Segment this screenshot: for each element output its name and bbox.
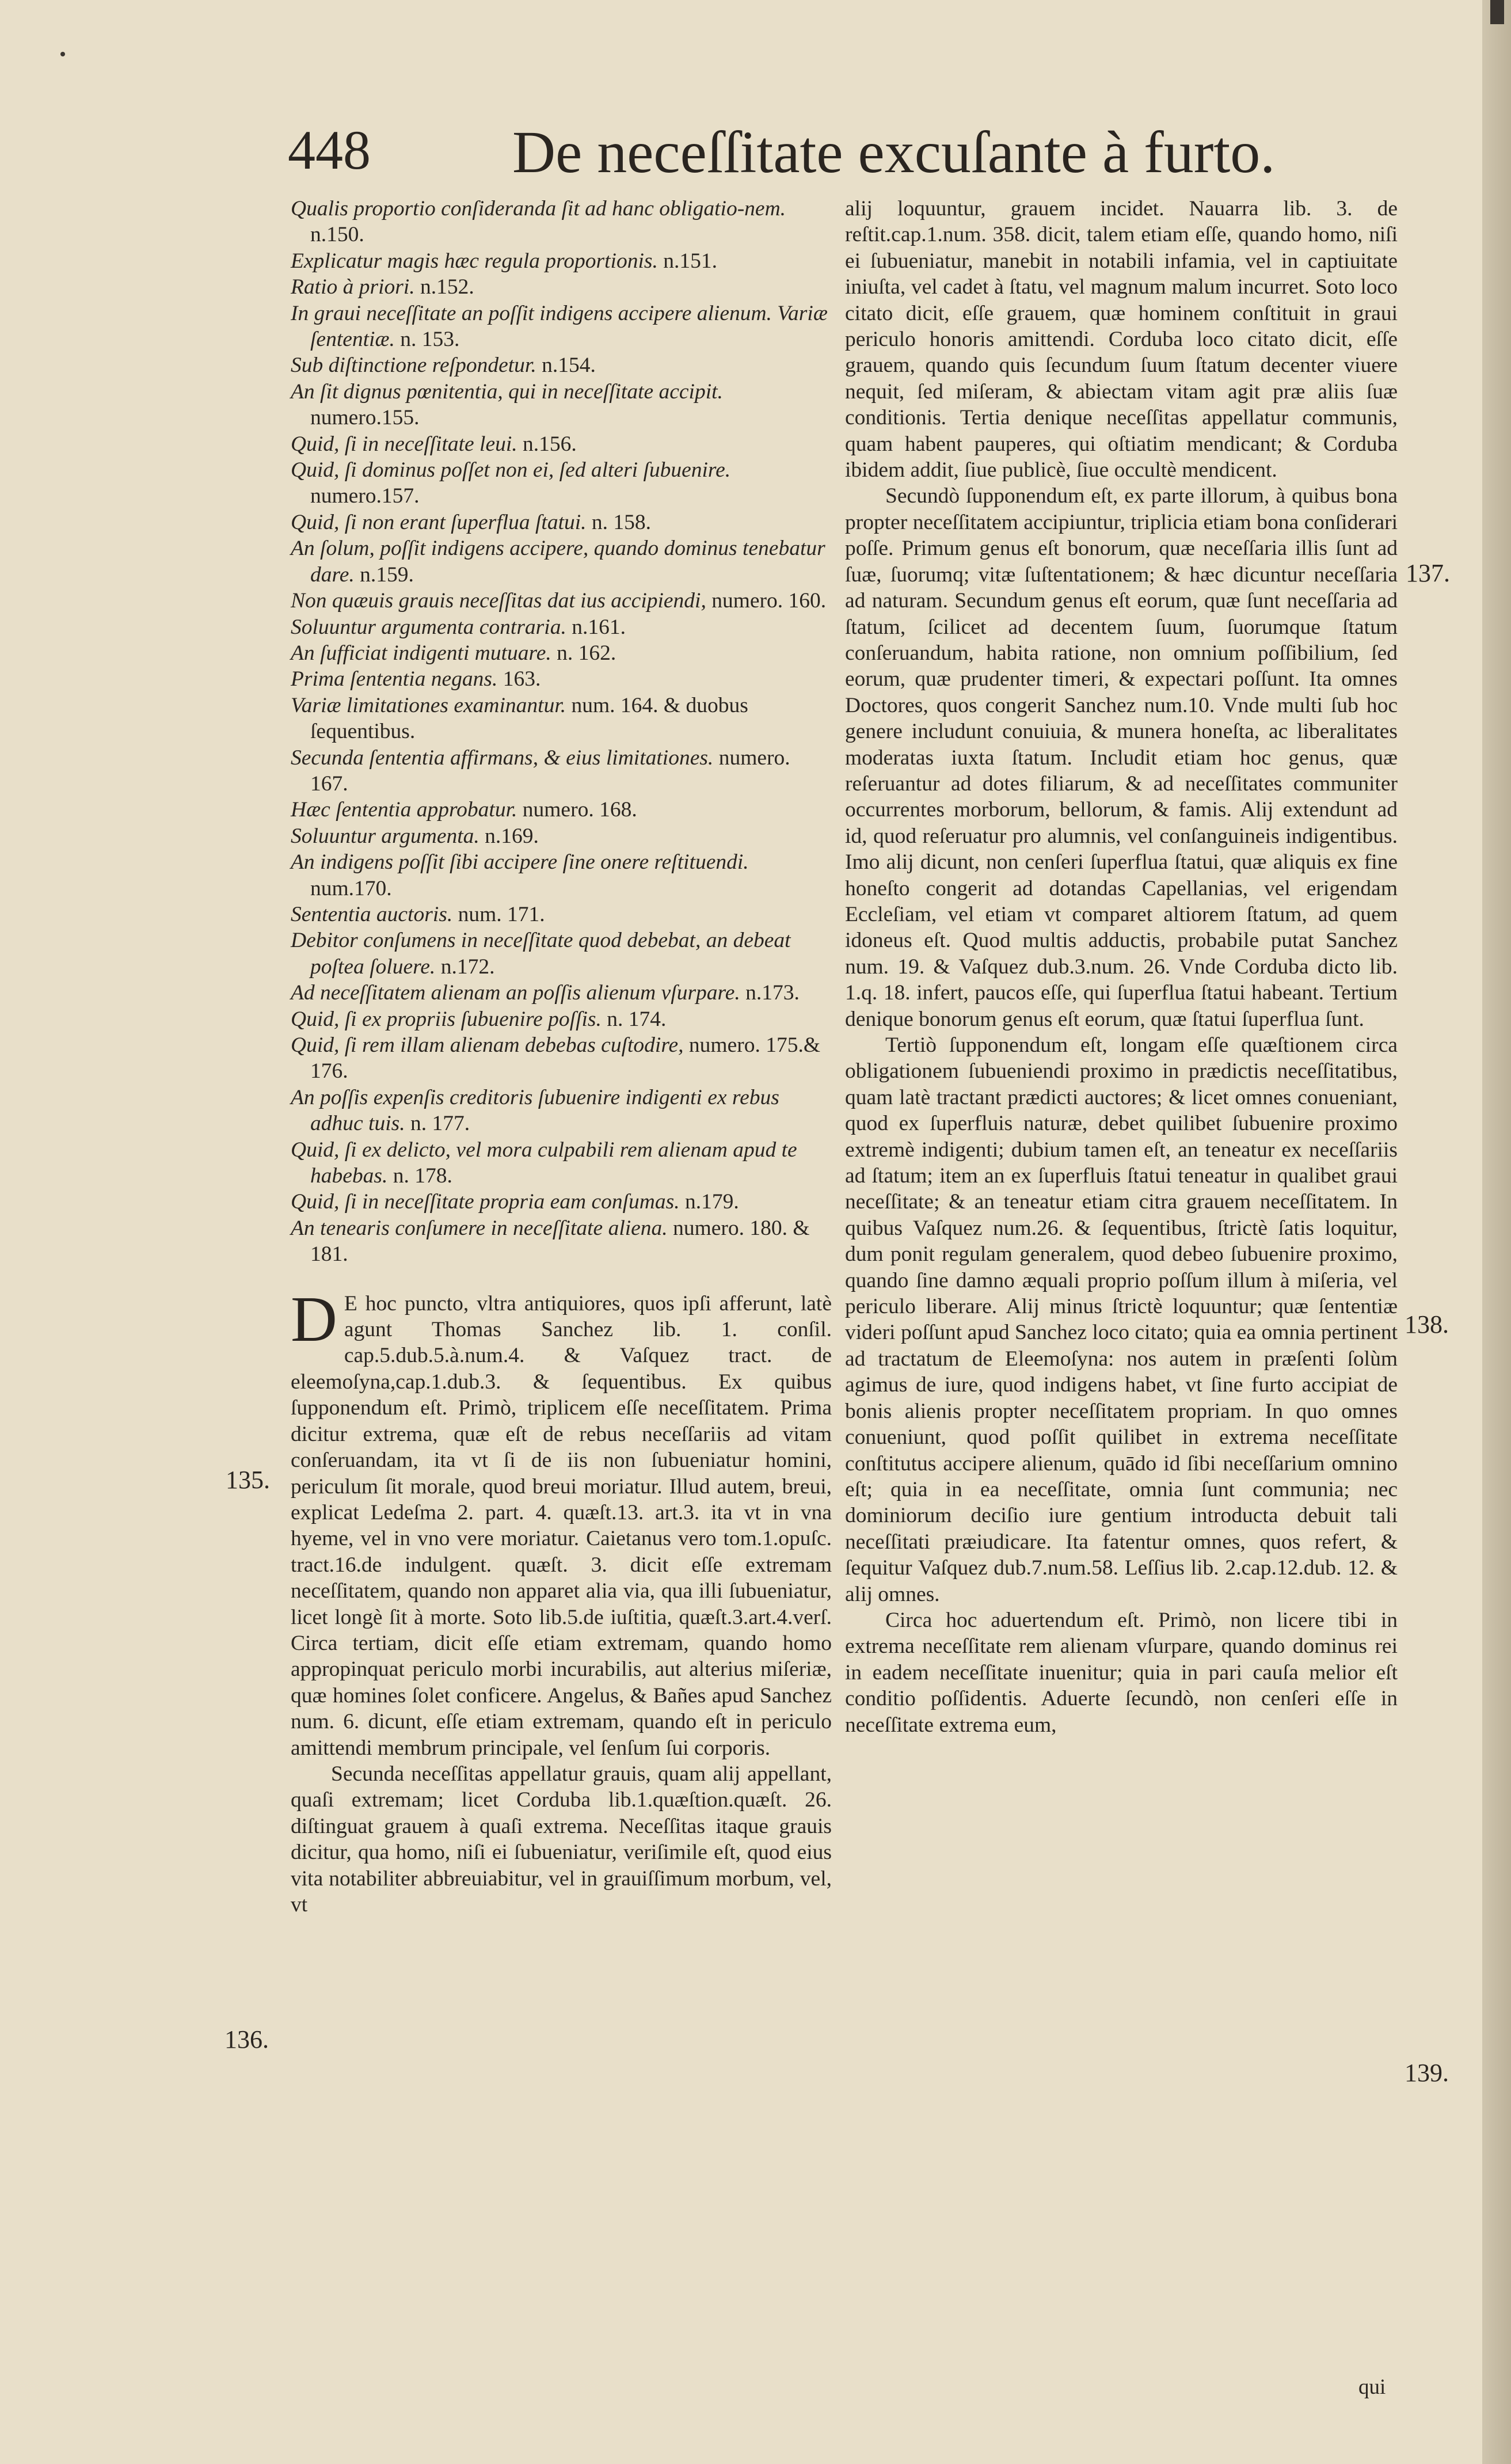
index-entry-text: Qualis proportio conſideranda ſit ad hanc obligatio-nem. [291,197,786,220]
index-entry-text: Ad neceſſitatem alienam an poſſis alienum vſurpare. [291,981,740,1005]
index-entry-ref: n.156. [523,432,577,456]
index-entry [291,902,832,927]
index-entry [291,379,832,431]
index-entry-text: An ſolum, poſſit indigens accipere, quando dominus tenebatur dare. [291,537,825,587]
paragraph-135: D E hoc puncto, vltra antiquiores, quos ipſi afferunt, latè agunt Thomas Sanchez lib. 1. conſil. cap.5.dub.5.à.num.4. & Vaſquez tract. de eleemoſyna,cap.1.dub.3. & ſequentibus. Ex quibus ſupponendum eſt. Primò, triplicem eſſe neceſſitatem. Prima dicitur extrema, quæ eſt de rebus neceſſariis ad vitam conſeruandam, ita vt ſi de iis non ſubueniatur homini, periculum ſit morale, quod breui moriatur. Illud autem, breui, explicat Ledeſma 2. part. 4. quæſt.13. art.3. ita vt in vna hyeme, vel in vno vere moriatur. Caietanus vero tom.1.opuſc. tract.16.de indulgent. quæſt. 3. dicit eſſe extremam neceſſitatem, quando non apparet alia via, qua illi ſubueniatur, licet longè ſit à morte. Soto lib.5.de iuſtitia, quæſt.3.art.4.verſ. Circa tertiam, dicit eſſe etiam extremam, quando homo appropinquat periculo morbi incurabilis, aut alterius miſeriæ, quæ homines ſolet conficere. Angelus, & Bañes apud Sanchez num. 6. dicunt, eſſe etiam extremam, quando eſt in periculo amittendi membrum principale, vel ſenſum ſui corporis. [291,1283,832,1760]
index-entry [291,1006,832,1032]
page-header [288,118,1324,193]
index-entry-ref: n.172. [440,955,495,979]
edge-mark [1490,0,1504,24]
index-entry [291,614,832,640]
index-entry [291,640,832,666]
running-title: De neceſſitate excuſante à furto. [512,119,1276,185]
index-entry-ref: n.179. [684,1190,739,1214]
index-entry-text: Quid, ſi non erant ſuperflua ſtatui. [291,510,587,534]
margin-number-137: 137. [1406,559,1450,587]
index-entry [291,352,832,378]
index-entry-text: Debitor conſumens in neceſſitate quod debebat, an debeat poſtea ſoluere. [291,929,791,979]
index-entry-ref: n. 177. [410,1112,470,1136]
index-entry-text: An indigens poſſit ſibi accipere ſine onere reſtituendi. [291,850,749,874]
index-entry [291,509,832,535]
index-entry-text: Quid, ſi ex propriis ſubuenire poſſis. [291,1007,602,1031]
index-entry [291,301,832,353]
index-entry-ref: n. 174. [607,1007,667,1031]
index-entry [291,588,832,614]
index-entry-text: Quid, ſi dominus poſſet non ei, ſed alteri ſubuenire. [291,458,731,482]
index-entry-ref: n.154. [542,353,596,378]
paragraph-138: Tertiò ſupponendum eſt, longam eſſe quæſtionem circa obligationem ſubueniendi proximo in prædictis neceſſitatibus, quam latè tractant prædicti auctores; & licet omnes conueniant, quod ex ſuperfluis naturæ, debet quilibet ſubuenire proximo extremè indigenti; dubium tamen eſt, an teneatur ex neceſſariis ad ſtatum; item an ex ſuperfluis ſtatui teneatur in qualibet graui neceſſitate; & an teneatur etiam citra grauem neceſſitatem. In quibus Vaſquez num.26. & ſequentibus, ſtrictè ſatis loquitur, dum ponit regulam generalem, quod debeo ſubuenire proximo, quando ſine damno æquali proprio poſſum illum à miſeria, vel periculo liberare. Alij minus ſtrictè loquuntur; quæ ſententiæ videri poſſunt apud Sanchez loco citato; quia ea omnia pertinent ad tractatum de Eleemoſyna: nos autem in præſenti ſolùm agimus de iure, quod indigens habet, vt ſine furto accipiat de bonis alienis propter neceſſitatem propriam. In quo omnes conueniunt, quod poſſit quilibet in extrema neceſſitate conſtitutus accipere alienum, quādo id ſibi neceſſarium omnino eſt; quia in ea neceſſitate, omnia ſunt communia; nec dominiorum deciſio iure gentium introducta debuit tali neceſſitati præiudicare. Ita fatentur omnes, quos refert, & ſequitur Vaſquez dub.7.num.58. Leſſius lib. 2.cap.12.dub. 12. & alij omnes. [845,1033,1398,1606]
index-entry [291,797,832,823]
margin-number-138: 138. [1405,1310,1449,1339]
index-entry-ref: n.161. [572,615,626,639]
index-entry-ref: n. 153. [400,328,460,352]
index-entry-text: Quid, ſi rem illam alienam debebas cuſtodire, [291,1033,684,1057]
index-entry-text: Quid, ſi in neceſſitate propria eam conſumas. [291,1190,680,1214]
index-entry-text: Ratio à priori. [291,275,415,299]
paragraph-139: Circa hoc aduertendum eſt. Primò, non licere tibi in extrema neceſſitate rem alienam vſurpare, quando dominus rei in eadem neceſſitate inuenitur; quia in pari cauſa melior eſt conditio poſſidentis. Aduerte ſecundò, non cenſeri eſſe in neceſſitate extrema eum, [845,1608,1398,1737]
index-entry-text: Sub diſtinctione reſpondetur. [291,353,536,378]
index-entry-ref: numero.157. [310,484,420,508]
index-entry [291,823,832,849]
paragraph-continued: alij loquuntur, grauem incidet. Nauarra lib. 3. de reſtit.cap.1.num. 358. dicit, talem etiam eſſe, quando homo, niſi ei ſubueniatur, manebit in notabili infamia, vel in captiuitate iniuſta, vel cadet à ſtatu, vel magnum malum incurret. Soto loco citato dicit, eſſe grauem, quæ hominem conſtituit in graui periculo honoris amittendi. Corduba loco citato dicit, eſſe grauem, quando quis ſecundum ſuum ſtatum decenter viuere nequit, ſed miſeram, & abiectam vitam agit præ aliis ſuæ conditionis. Tertia denique neceſſitas appellatur communis, quam habent pauperes, qui oſtiatim mendicant; & Corduba ibidem addit, ſiue publicè, ſiue occultè mendicent. [845,197,1398,482]
index-entry [291,1032,832,1085]
index-entry-ref: n. 178. [393,1164,452,1188]
index-entry [291,248,832,274]
index-entry-ref: n.152. [420,275,474,299]
index-entry-ref: n.159. [360,562,414,587]
index-entry [291,980,832,1006]
index-entry-text: An tenearis conſumere in neceſſitate aliena. [291,1216,668,1240]
drop-cap: D [291,1283,337,1355]
index-entry [291,849,832,902]
index-entry [291,535,832,588]
index-entry-ref: numero. 160. [711,589,827,613]
index-entry [291,431,832,457]
index-entry-text: An ſufficiat indigenti mutuare. [291,641,551,665]
index-entry-ref: n.151. [663,249,717,273]
index-entry-text: Hæc ſententia approbatur. [291,798,517,822]
index-entry [291,274,832,300]
index-entry-text: An ſit dignus pœnitentia, qui in neceſſitate accipit. [291,379,723,404]
index-entry-ref: num.170. [310,876,392,900]
index-entry-text: Soluuntur argumenta contraria. [291,615,566,639]
index-entry-text: Secunda ſententia affirmans, & eius limitationes. [291,746,714,770]
index-entry-text: In graui neceſſitate an poſſit indigens accipere alienum. Variæ ſententiæ. [291,301,828,352]
ink-spot [60,52,65,56]
index-entry [291,1189,832,1215]
index-entry-ref: n.169. [485,824,539,848]
index-entry-text: Non quæuis grauis neceſſitas dat ius accipiendi, [291,589,706,613]
index-entry-text: Quid, ſi ex delicto, vel mora culpabili rem alienam apud te habebas. [291,1138,797,1188]
left-column [291,196,832,1918]
index-entry-ref: 163. [503,667,541,691]
index-entry-text: Quid, ſi in neceſſitate leui. [291,432,517,456]
index-entry [291,666,832,692]
page-edge [1482,0,1511,2464]
index-entry-ref: num. 164. & duobus ſequentibus. [310,693,748,744]
index-entry [291,1137,832,1189]
index-entry [291,1085,832,1137]
margin-number-135: 135. [226,1466,270,1494]
index-entry-ref: numero. 175.& 176. [310,1033,821,1083]
margin-number-136: 136. [224,2025,269,2054]
page-number: 448 [288,119,371,181]
index-entry [291,745,832,797]
index-entry-ref: numero. 167. [310,746,790,796]
index-entry [291,1215,832,1268]
index-entry-ref: num. 171. [458,902,545,926]
index-entry-ref: numero.155. [310,406,420,430]
index-entry-ref: numero. 180. & 181. [310,1216,810,1267]
index-entry-ref: n.173. [745,981,800,1005]
right-column [845,196,1398,1738]
index-entry-text: Prima ſententia negans. [291,667,498,691]
index-entry-text: Variæ limitationes examinantur. [291,693,566,717]
index-entry [291,196,832,248]
index-entry-text: An poſſis expenſis creditoris ſubuenire indigenti ex rebus adhuc tuis. [291,1085,779,1136]
catchword: qui [1358,2375,1386,2399]
index-entry-text: Soluuntur argumenta. [291,824,479,848]
paragraph-136: Secunda neceſſitas appellatur grauis, quam alij appellant, quaſi extremam; licet Corduba lib.1.quæſtion.quæſt. 26. diſtinguat grauem à quaſi extrema. Neceſſitas itaque grauis dicitur, qua homo, niſi ei ſubueniatur, veriſimile eſt, quod eius vita notabiliter abbreuiabitur, vel in grauiſſimum morbum, vel, vt [291,1762,832,1917]
margin-number-139: 139. [1405,2059,1449,2087]
index-entry-text: Sententia auctoris. [291,902,453,926]
summary-index [291,196,832,1268]
index-entry-ref: n. 162. [557,641,616,665]
index-entry-text: Explicatur magis hæc regula proportionis. [291,249,658,273]
index-entry [291,927,832,980]
index-entry-ref: numero. 168. [522,798,637,822]
index-entry [291,457,832,509]
index-entry-ref: n.150. [310,223,364,247]
paragraph-137: Secundò ſupponendum eſt, ex parte illorum, à quibus bona propter neceſſitatem accipiuntur, triplicia etiam bona conſiderari poſſe. Primum genus eſt bonorum, quæ neceſſaria illis ſunt ad ſuæ, ſuorumq; vitæ ſuſtentationem; & hæc dicuntur neceſſaria ad naturam. Secundum genus eſt eorum, quæ ſunt neceſſaria ad ſtatum, ſcilicet ad decentem ſuum, ſuorumque ſtatum conſeruandum, habita ratione, non omnium poſſibilium, ſed eorum, quæ prudenter timeri, & expectari poſſunt. Ita omnes Doctores, quos congerit Sanchez num.10. Vnde multi ſub hoc genere includunt conuiuia, & munera honeſta, ac liberalitates moderatas iuxta ſtatum. Includit etiam hoc genus, quæ reſeruantur ad dotes filiarum, & ad neceſſitates communiter occurrentes morborum, bellorum, & famis. Alij extendunt ad id, quod reſeruatur pro alumnis, vel conſanguineis indigentibus. Imo alij dicunt, non cenſeri ſuperflua ſtatui, quæ aliquis ex fine honeſto congerit ad dotandas Capellanias, vel erigendam Eccleſiam, vel etiam vt comparet altiorem ſtatum, ad quem idoneus eſt. Quod multis adductis, probabile putat Sanchez num. 19. & Vaſquez dub.3.num. 26. Vnde Corduba dicto lib. 1.q. 18. infert, paucos eſſe, qui ſuperflua ſtatui habeant. Tertium denique bonorum genus eſt eorum, quæ ſtatui ſuperflua ſunt. [845,484,1398,1031]
index-entry-ref: n. 158. [591,510,652,534]
index-entry [291,693,832,745]
